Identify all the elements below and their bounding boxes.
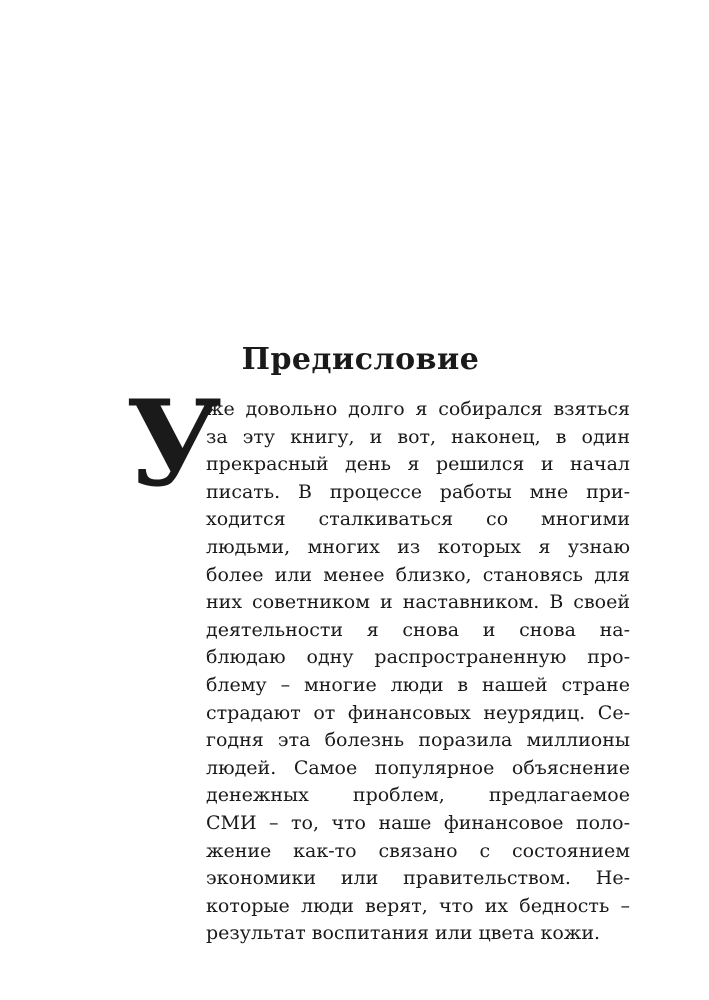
text-line: которые люди верят, что их бедность – bbox=[206, 894, 630, 917]
text-line: экономики или правительством. Не- bbox=[206, 867, 630, 890]
text-line: же довольно долго я собирался взяться bbox=[206, 398, 630, 420]
text-line: страдают от финансовых неурядиц. Се- bbox=[206, 701, 630, 724]
text-line: блему – многие люди в нашей стране bbox=[206, 673, 630, 696]
text-line: денежных проблем, предлагаемое bbox=[206, 784, 630, 807]
text-line: прекрасный день я решился и начал bbox=[206, 453, 630, 476]
text-line: годня эта болезнь поразила миллионы bbox=[206, 729, 630, 752]
text-line: писать. В процессе работы мне при- bbox=[206, 480, 630, 503]
text-line: людьми, многих из которых я узнаю bbox=[206, 535, 630, 558]
text-line: людей. Самое популярное объяснение bbox=[206, 756, 630, 779]
text-line: них советником и наставником. В своей bbox=[206, 591, 630, 614]
text-line: за эту книгу, и вот, наконец, в один bbox=[206, 425, 630, 448]
drop-cap-letter: У bbox=[126, 374, 222, 513]
text-line: ходится сталкиваться со многими bbox=[206, 508, 630, 531]
chapter-heading: Предисловие bbox=[241, 342, 480, 377]
text-line: жение как-то связано с состоянием bbox=[206, 839, 630, 862]
body-paragraph bbox=[206, 396, 630, 948]
text-line: более или менее близко, становясь для bbox=[206, 563, 630, 586]
text-line: деятельности я снова и снова на- bbox=[206, 618, 630, 641]
text-line: результат воспитания или цвета кожи. bbox=[206, 922, 601, 945]
text-line: блюдаю одну распространенную про- bbox=[206, 646, 630, 669]
text-line: СМИ – то, что наше финансовое поло- bbox=[206, 811, 630, 834]
